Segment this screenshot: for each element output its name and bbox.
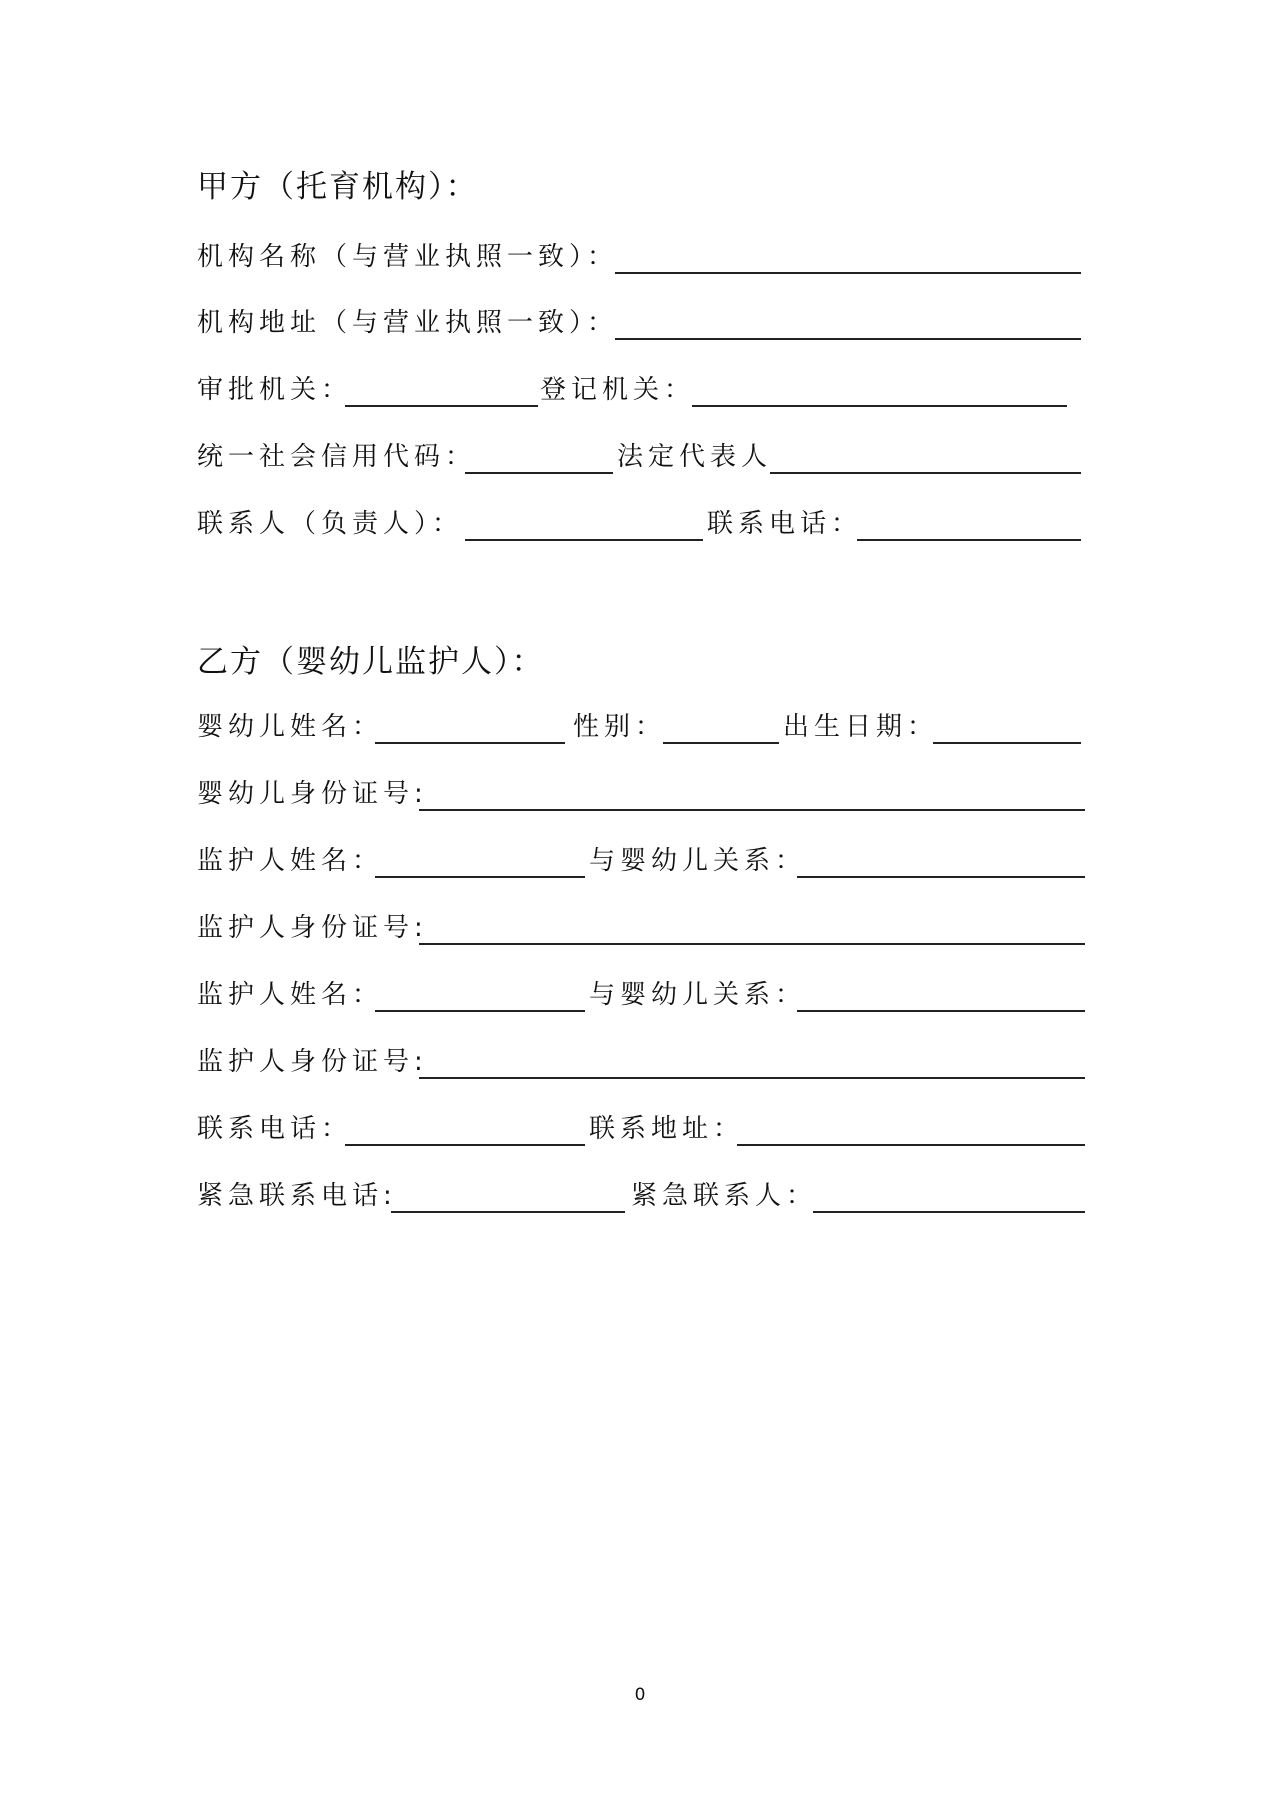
- contact-row: [197, 1116, 1097, 1150]
- guardian-2-name-label: 监护人姓名：: [197, 980, 384, 1010]
- guardian-2-id-label: 监护人身份证号:: [197, 1047, 428, 1077]
- credit-code-field[interactable]: [465, 472, 613, 474]
- org-name-field[interactable]: [615, 272, 1081, 274]
- authority-row: [197, 377, 1097, 411]
- gender-field[interactable]: [663, 742, 779, 744]
- credit-code-row: [197, 444, 1097, 478]
- guardian-2-row: [197, 982, 1097, 1016]
- org-name-label: 机构名称（与营业执照一致）：: [197, 242, 619, 272]
- child-id-row: [197, 781, 1097, 815]
- guardian-1-id-row: [197, 915, 1097, 949]
- contact-person-field[interactable]: [465, 539, 703, 541]
- contact-person-row: [197, 511, 1097, 545]
- page-number: 0: [634, 1685, 646, 1705]
- guardian-2-relation-label: 与婴幼儿关系：: [589, 980, 807, 1010]
- child-id-label: 婴幼儿身份证号:: [197, 779, 428, 809]
- contact-person-label: 联系人（负责人）：: [197, 509, 464, 539]
- guardian-1-id-label: 监护人身份证号:: [197, 913, 428, 943]
- child-name-label: 婴幼儿姓名：: [197, 712, 384, 742]
- guardian-2-name-field[interactable]: [375, 1010, 585, 1012]
- birth-date-label: 出生日期：: [783, 712, 939, 742]
- org-address-label: 机构地址（与营业执照一致）：: [197, 308, 619, 338]
- child-name-field[interactable]: [375, 742, 565, 744]
- registration-authority-label: 登记机关：: [540, 375, 696, 405]
- party-b-heading: 乙方（婴幼儿监护人）：: [197, 644, 545, 680]
- phone-label: 联系电话：: [197, 1114, 353, 1144]
- emergency-contact-label: 紧急联系人：: [631, 1181, 818, 1211]
- child-info-row: [197, 714, 1097, 748]
- guardian-1-relation-field[interactable]: [797, 876, 1085, 878]
- org-address-field[interactable]: [615, 338, 1081, 340]
- address-label: 联系地址：: [589, 1114, 745, 1144]
- gender-label: 性别：: [573, 712, 667, 742]
- credit-code-label: 统一社会信用代码：: [197, 442, 477, 472]
- emergency-contact-field[interactable]: [813, 1211, 1085, 1213]
- child-id-field[interactable]: [419, 809, 1085, 811]
- emergency-phone-field[interactable]: [391, 1211, 625, 1213]
- approval-authority-field[interactable]: [345, 405, 538, 407]
- contact-phone-field[interactable]: [857, 539, 1081, 541]
- legal-rep-field[interactable]: [770, 472, 1081, 474]
- registration-authority-field[interactable]: [692, 405, 1067, 407]
- phone-field[interactable]: [345, 1144, 585, 1146]
- org-address-row: [197, 310, 1097, 344]
- approval-authority-label: 审批机关：: [197, 375, 353, 405]
- guardian-1-id-field[interactable]: [419, 943, 1085, 945]
- guardian-1-name-label: 监护人姓名：: [197, 846, 384, 876]
- guardian-1-name-field[interactable]: [375, 876, 585, 878]
- guardian-2-id-field[interactable]: [419, 1077, 1085, 1079]
- address-field[interactable]: [737, 1144, 1085, 1146]
- guardian-1-relation-label: 与婴幼儿关系：: [589, 846, 807, 876]
- emergency-phone-label: 紧急联系电话:: [197, 1181, 397, 1211]
- guardian-1-row: [197, 848, 1097, 882]
- org-name-row: [197, 244, 1097, 278]
- party-a-heading: 甲方（托育机构）：: [197, 169, 479, 205]
- guardian-2-id-row: [197, 1049, 1097, 1083]
- birth-date-field[interactable]: [933, 742, 1081, 744]
- guardian-2-relation-field[interactable]: [797, 1010, 1085, 1012]
- emergency-row: [197, 1183, 1097, 1217]
- legal-rep-label: 法定代表人: [617, 442, 773, 472]
- contact-phone-label: 联系电话：: [707, 509, 863, 539]
